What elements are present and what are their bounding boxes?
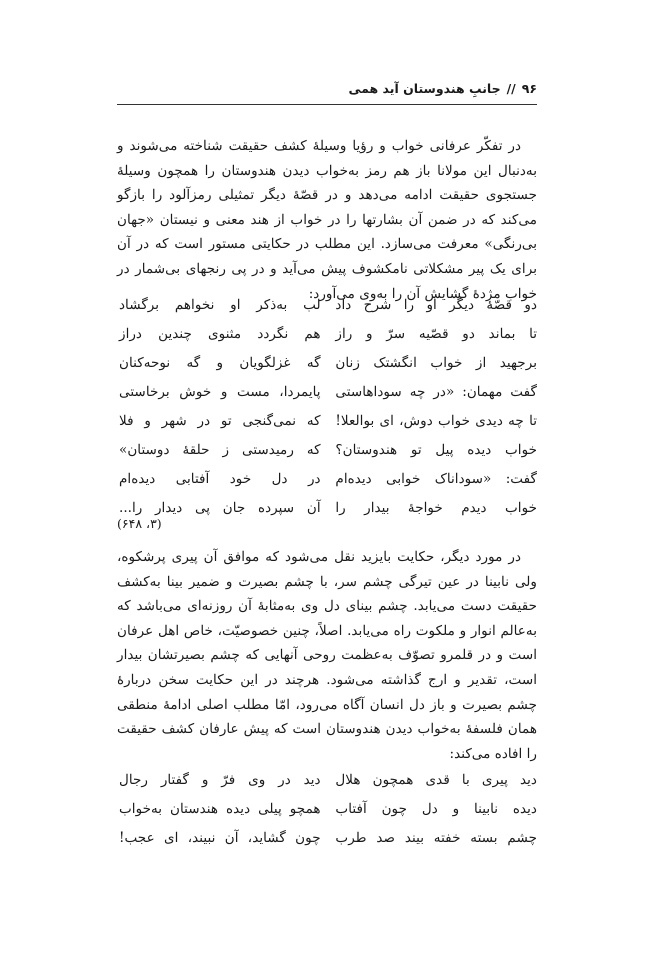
header-rule [117, 104, 537, 105]
poem-verse [117, 291, 537, 320]
second-hemistich: گه غزلگویان و گه نوحه‌کنان [119, 355, 321, 371]
poem-verse [117, 795, 537, 824]
first-hemistich: دیده نابینا و دل چون آفتاب [335, 801, 537, 817]
second-hemistich: که رمیدستی ز حلقهٔ دوستان» [119, 442, 321, 458]
second-hemistich: چون گشاید، آن نبیند، ای عجب! [119, 830, 321, 846]
poem-verse [117, 824, 537, 853]
running-header [70, 74, 537, 96]
page-number: ۹۶ [521, 81, 537, 96]
second-hemistich: لب به‌ذکر او نخواهم برگشاد [119, 297, 321, 313]
second-hemistich: در دل خود آفتابی دیده‌ام [119, 471, 321, 487]
first-hemistich: دو قصّهٔ دیگر او را شرح داد [335, 297, 537, 313]
poem-verse [117, 320, 537, 349]
paragraph-1: در تفکّر عرفانی خواب و رؤیا وسیلهٔ کشف حقیقت شناخته می‌شوند و به‌دنبال این مولانا باز هم رمز به‌خواب دیدن هندوستان را همچون وسیلهٔ جستجوی حقیقت ادامه می‌دهد و در قصّهٔ دیگر تمثیلی رمزآلود را بازگو می‌کند که در ضمن آن بشارتها را در خواب از هند معنی و نیستان «جهان بی‌رنگی» معرفت می‌سازد. این مطلب در حکایتی مستور است که در آن برای یک پیر مشکلاتی نامکشوف پیش می‌آید و در پی رنجهای بی‌شمار در خواب مژدهٔ گشایش آن را به‌وی می‌آورد: [117, 138, 537, 302]
poem-verse [117, 349, 537, 378]
second-hemistich: دید در وی فرّ و گفتار رجال [119, 772, 321, 788]
first-hemistich: تا بماند دو قصّیه سرّ و راز [335, 326, 537, 342]
first-hemistich: گفت مهمان: «در چه سوداهاستی [335, 384, 537, 400]
first-hemistich: برجهید از خواب انگشتک زنان [335, 355, 537, 371]
first-hemistich: خواب دیده پیل تو هندوستان؟ [335, 442, 537, 458]
running-title: جانبِ هندوستان آید همی [348, 81, 501, 96]
poem-verse [117, 407, 537, 436]
first-hemistich: گفت: «سوداناک خوابی دیده‌ام [335, 471, 537, 487]
second-hemistich: پایمردا، مست و خوش برخاستی [119, 384, 321, 400]
poem-verse [117, 494, 537, 523]
second-hemistich: همچو پیلی دیده هندستان به‌خواب [119, 801, 321, 817]
first-hemistich: تا چه دیدی خواب دوش، ای بوالعلا! [335, 413, 537, 429]
second-hemistich: هم نگردد مثنوی چندین دراز [119, 326, 321, 342]
verse-reference: (۳، ۶۴۸) [117, 516, 162, 531]
paragraph-2: در مورد دیگر، حکایت بایزید نقل می‌شود که موافق آن پیری پرشکوه، ولی نابینا در عین تیرگی چشم سر، با چشم بصیرت و ضمیر بینا به‌کشف حقیقت دست می‌یابد. چشم بینای دل وی به‌مثابهٔ آن روزنه‌ای می‌باشد که به‌عالم انوار و ملکوت راه می‌یابد. اصلاً، چنین خصوصیّت، خاص اهل عرفان است و در قلمرو تصوّف به‌عظمت روحی آنهایی که چشم بصیرتشان بیدار است، تقدیر و ارج گذاشته می‌شود. هرچند در این حکایت سخن دربارهٔ چشم بصیرت و باز دل انسان آگاه می‌رود، امّا مطلب اصلی ادامهٔ منطقی همان فلسفهٔ به‌خواب دیدن هندوستان است که پیش عارفان کشف حقیقت را افاده می‌کند: [117, 549, 537, 762]
poem-1 [117, 291, 537, 523]
first-hemistich: دید پیری با قدی همچون هلال [335, 772, 537, 788]
header-separator: // [506, 81, 516, 96]
first-hemistich: چشم بسته خفته بیند صد طرب [335, 830, 537, 846]
poem-2 [117, 766, 537, 853]
poem-verse [117, 766, 537, 795]
first-hemistich: خواب دیدم خواجهٔ بیدار را [335, 500, 537, 516]
poem-verse [117, 465, 537, 494]
poem-verse [117, 378, 537, 407]
second-hemistich: آن سپرده جان پی دیدار را... [119, 500, 321, 516]
second-hemistich: که نمی‌گنجی تو در شهر و فلا [119, 413, 321, 429]
poem-verse [117, 436, 537, 465]
